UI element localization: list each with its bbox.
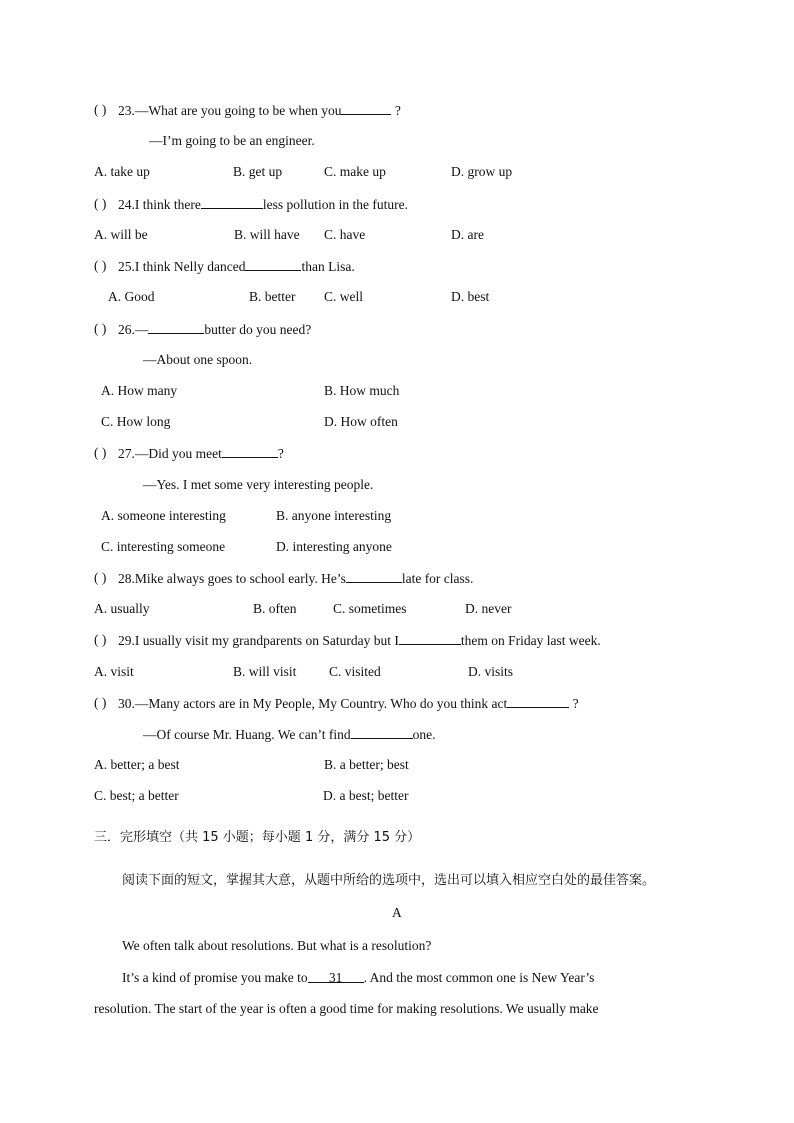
- answer-paren[interactable]: ( ): [94, 445, 107, 460]
- answer-paren[interactable]: ( ): [94, 570, 107, 585]
- option-d[interactable]: D. never: [465, 601, 512, 616]
- answer-blank[interactable]: [507, 693, 569, 708]
- option-d[interactable]: D. are: [451, 227, 484, 242]
- option-d[interactable]: D. interesting anyone: [276, 539, 392, 554]
- option-a[interactable]: A. usually: [94, 601, 150, 616]
- answer-blank[interactable]: [222, 443, 278, 458]
- option-b[interactable]: B. a better; best: [324, 757, 409, 772]
- answer-blank[interactable]: [341, 100, 391, 115]
- answer-blank[interactable]: [201, 194, 263, 209]
- answer-blank[interactable]: [399, 630, 461, 645]
- question-text: 23.—What are you going to be when you ?: [118, 100, 401, 121]
- answer-paren[interactable]: ( ): [94, 102, 107, 117]
- option-c[interactable]: C. sometimes: [333, 601, 407, 616]
- question-text: 28.Mike always goes to school early. He’s late for class.: [118, 568, 473, 589]
- option-b[interactable]: B. often: [253, 601, 297, 616]
- question-text: 26.— butter do you need?: [118, 319, 311, 340]
- option-b[interactable]: B. get up: [233, 164, 283, 179]
- answer-paren[interactable]: ( ): [94, 695, 107, 710]
- option-c[interactable]: C. interesting someone: [101, 539, 226, 554]
- option-b[interactable]: B. will visit: [233, 664, 297, 679]
- answer-paren[interactable]: ( ): [94, 321, 107, 336]
- question-text: 27.—Did you meet ?: [118, 443, 284, 464]
- option-a[interactable]: A. take up: [94, 164, 150, 179]
- answer-blank[interactable]: [148, 319, 204, 334]
- option-a[interactable]: A. will be: [94, 227, 148, 242]
- answer-blank[interactable]: [351, 724, 413, 739]
- question-text: 30.—Many actors are in My People, My Country. Who do you think act ?: [118, 693, 579, 714]
- question-text: 29.I usually visit my grandparents on Saturday but I them on Friday last week.: [118, 630, 601, 651]
- option-d[interactable]: D. a best; better: [323, 788, 409, 803]
- option-d[interactable]: D. grow up: [451, 164, 513, 179]
- option-a[interactable]: A. someone interesting: [101, 508, 226, 523]
- option-c[interactable]: C. best; a better: [94, 788, 179, 803]
- option-a[interactable]: A. How many: [101, 383, 178, 398]
- option-a[interactable]: A. better; a best: [94, 757, 180, 772]
- answer-paren[interactable]: ( ): [94, 632, 107, 647]
- option-c[interactable]: C. well: [324, 289, 363, 304]
- option-c[interactable]: C. How long: [101, 414, 171, 429]
- option-b[interactable]: B. better: [249, 289, 296, 304]
- answer-blank[interactable]: [346, 568, 402, 583]
- option-c[interactable]: C. have: [324, 227, 366, 242]
- answer-paren[interactable]: ( ): [94, 196, 107, 211]
- question-text: 24.I think there less pollution in the future.: [118, 194, 408, 215]
- option-a[interactable]: A. visit: [94, 664, 134, 679]
- option-b[interactable]: B. anyone interesting: [276, 508, 392, 523]
- option-d[interactable]: D. visits: [468, 664, 514, 679]
- answer-paren[interactable]: ( ): [94, 258, 107, 273]
- cloze-blank-31[interactable]: 31: [308, 968, 364, 983]
- option-b[interactable]: B. will have: [234, 227, 300, 242]
- option-d[interactable]: D. best: [451, 289, 490, 304]
- option-b[interactable]: B. How much: [324, 383, 400, 398]
- option-d[interactable]: D. How often: [324, 414, 398, 429]
- answer-blank[interactable]: [245, 256, 301, 271]
- option-a[interactable]: A. Good: [108, 289, 155, 304]
- question-text: 25.I think Nelly danced than Lisa.: [118, 256, 355, 277]
- option-c[interactable]: C. make up: [324, 164, 386, 179]
- option-c[interactable]: C. visited: [329, 664, 381, 679]
